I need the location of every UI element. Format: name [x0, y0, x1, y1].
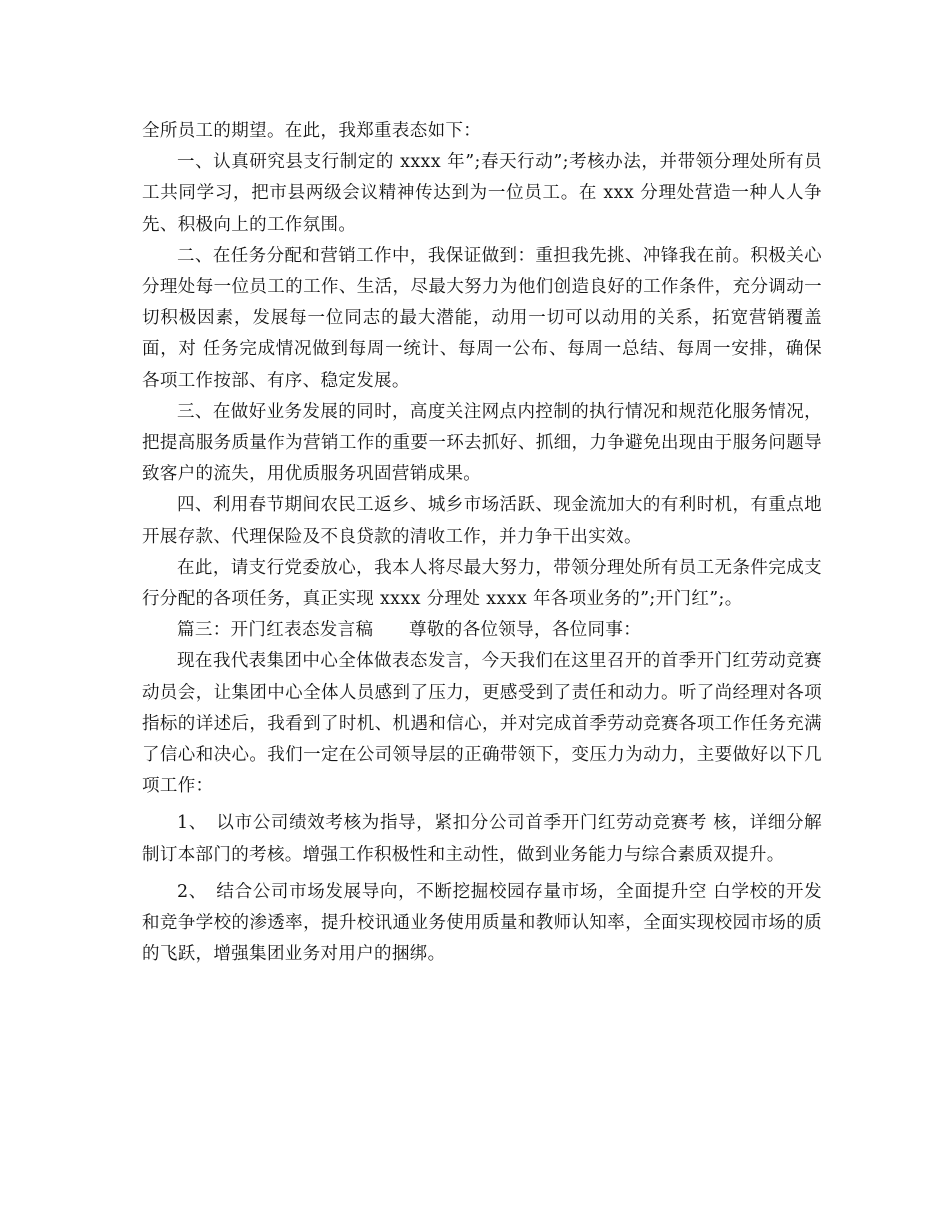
- paragraph-speech-intro: 现在我代表集团中心全体做表态发言，今天我们在这里召开的首季开门红劳动竞赛动员会，让集团中心全体人员感到了压力，更感受到了责任和动力。听了尚经理对各项指标的详述后，我看到了时机、机遇和信心，并对完成首季劳动竞赛各项工作任务充满了信心和决心。我们一定在公司领导层的正确带领下，变压力为动力，主要做好以下几项工作：: [142, 651, 822, 797]
- paragraph-item-1: 一、认真研究县支行制定的 xxxx 年”;春天行动”;考核办法，并带领分理处所有员工共同学习，把市县两级会议精神传达到为一位员工。在 xxx 分理处营造一种人人争先、积极向上的工作氛围。: [142, 152, 822, 235]
- paragraph-item-2: 二、在任务分配和营销工作中，我保证做到：重担我先挑、冲锋我在前。积极关心分理处每一位员工的工作、生活，尽最大努力为他们创造良好的工作条件，充分调动一切积极因素，发展每一位同志的最大潜能，动用一切可以动用的关系，拓宽营销覆盖面，对 任务完成情况做到每周一统计、每周一公布、每周一总结、每周一安排，确保各项工作按部、有序、稳定发展。: [142, 245, 822, 391]
- paragraph-item-4: 四、利用春节期间农民工返乡、城乡市场活跃、现金流加大的有利时机，有重点地开展存款、代理保险及不良贷款的清收工作，并力争干出实效。: [142, 495, 822, 547]
- paragraph-closing: 在此，请支行党委放心，我本人将尽最大努力，带领分理处所有员工无条件完成支行分配的各项任务，真正实现 xxxx 分理处 xxxx 年各项业务的”;开门红”;。: [142, 557, 822, 610]
- paragraph-task-1: 1、 以市公司绩效考核为指导，紧扣分公司首季开门红劳动竞赛考 核，详细分解制订本部门的考核。增强工作积极性和主动性，做到业务能力与综合素质双提升。: [142, 813, 822, 865]
- document-body: [142, 116, 822, 970]
- section-heading-part-three: 篇三：开门红表态发言稿 尊敬的各位领导，各位同事：: [177, 620, 642, 641]
- paragraph-task-2: 2、 结合公司市场发展导向，不断挖掘校园存量市场，全面提升空 白学校的开发和竞争学校的渗透率，提升校讯通业务使用质量和教师认知率，全面实现校园市场的质的飞跃，增强集团业务对用户的捆绑。: [142, 881, 822, 965]
- paragraph-item-3: 三、在做好业务发展的同时，高度关注网点内控制的执行情况和规范化服务情况，把提高服务质量作为营销工作的重要一环去抓好、抓细，力争避免出现由于服务问题导致客户的流失，用优质服务巩固营销成果。: [142, 401, 822, 485]
- paragraph-continuation: 全所员工的期望。在此，我郑重表态如下：: [142, 121, 482, 141]
